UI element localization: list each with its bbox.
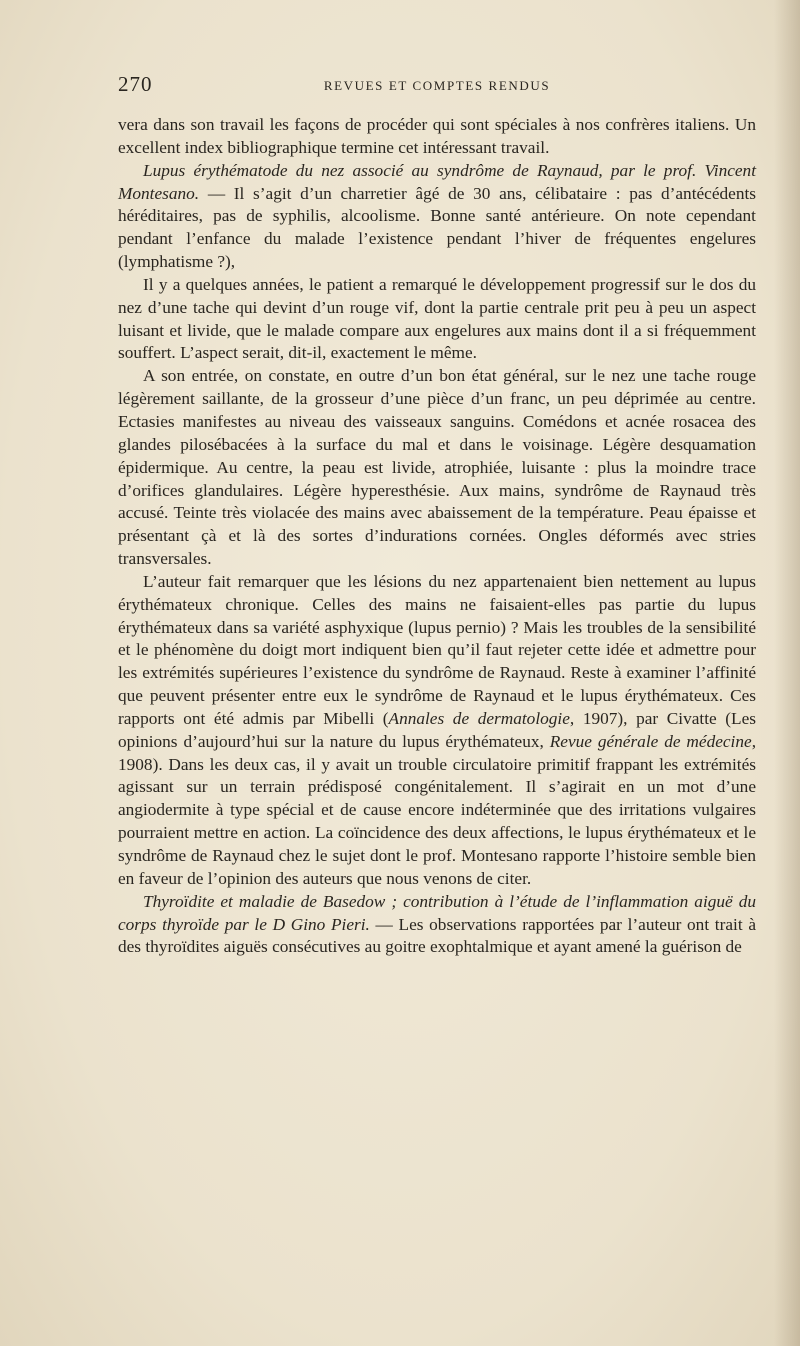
paragraph-text: L’auteur fait remarquer que les lésions du nez appartenaient bien nettement au lupus érythémateux chronique. Celles des mains ne faisaient-elles pas partie du lupus érythémateux dans sa variété asphyxique (lupus pernio) ? Mais les troubles de la sensibilité et le phénomène du doigt mort indiquent bien qu’il faut rejeter cette idée et admettre pour les extrémités supérieures l’existence du syndrôme de Raynaud. Reste à examiner l’affinité que peuvent présenter entre eux le syndrôme de Raynaud et le lupus érythémateux. Ces rapports ont été admis par Mibelli ( <box>118 571 756 728</box>
paragraph-continuation <box>118 114 756 160</box>
page-number: 270 <box>118 72 153 96</box>
review-thyroiditis-basedow <box>118 891 756 960</box>
paragraph <box>118 571 756 891</box>
review-title: Lupus érythématode du nez associé au syndrôme de Raynaud, par le prof. Vincent Montesano. <box>118 160 756 203</box>
review-lupus-raynaud <box>118 160 756 274</box>
paragraph-text: , 1908). Dans les deux cas, il y avait un trouble circulatoire primitif frappant les extrémités agissant sur un terrain prédisposé congénitalement. Il s’agirait en un mot d’une angiodermite à type spécial et de cause encore indéterminée que des irritations vulgaires pourraient mettre en action. La coïncidence des deux affections, le lupus érythémateux et le syndrôme de Raynaud chez le sujet dont le prof. Montesano rapporte l’histoire semble bien en faveur de l’opinion des auteurs que nous venons de citer. <box>118 731 757 888</box>
running-head: REVUES ET COMPTES RENDUS <box>323 78 551 93</box>
review-title: Thyroïdite et maladie de Basedow ; contribution à l’étude de l’inflammation aiguë du corps thyroïde par le D Gino Pieri. <box>118 891 756 934</box>
paragraph <box>118 365 756 571</box>
article-body <box>118 114 756 959</box>
paragraph-text: vera dans son travail les façons de procéder qui sont spéciales à nos confrères italiens. Un excellent index bibliographique termine cet intéressant travail. <box>118 115 756 157</box>
paragraph-text: , 1907), par Civatte (Les opinions d’aujourd’hui sur la nature du lupus érythémateux, <box>118 708 756 751</box>
journal-citation: Revue générale de médecine <box>549 731 752 751</box>
paragraph-text: — Les observations rapportées par l’auteur ont trait à des thyroïdites aiguës consécutives au goitre exophtalmique et ayant amené la guérison de <box>118 914 756 957</box>
page-header <box>118 72 756 98</box>
paragraph-text: Il y a quelques années, le patient a remarqué le développement progressif sur le dos du nez d’une tache qui devint d’un rouge vif, dont la partie centrale prit peu à peu un aspect luisant et livide, que le malade compare aux engelures aux mains dont il a si fréquemment souffert. L’aspect serait, dit-il, exactement le même. <box>118 274 756 363</box>
paragraph <box>118 274 756 365</box>
paragraph-text: A son entrée, on constate, en outre d’un bon état général, sur le nez une tache rouge légèrement saillante, de la grosseur d’une pièce d’un franc, un peu déprimée au centre. Ectasies manifestes au niveau des vaisseaux sanguins. Comédons et acnée rosacea des glandes pilosébacées à la surface du mal et dans le voisinage. Légère desquamation épidermique. Au centre, la peau est livide, atrophiée, luisante : plus la moindre trace d’orifices glandulaires. Légère hyperesthésie. Aux mains, syndrôme de Raynaud très accusé. Teinte très violacée des mains avec abaissement de la température. Peau épaisse et présentant çà et là des sortes d’indurations cornées. Ongles déformés avec stries transversales. <box>118 366 756 569</box>
journal-citation: Annales de dermatologie <box>388 708 570 728</box>
paragraph-text: — Il s’agit d’un charretier âgé de 30 ans, célibataire : pas d’antécédents héréditaires, pas de syphilis, alcoolisme. Bonne santé antérieure. On note cependant pendant l’enfance du malade l’existence pendant l’hiver de fréquentes engelures (lymphatisme ?), <box>118 183 756 272</box>
